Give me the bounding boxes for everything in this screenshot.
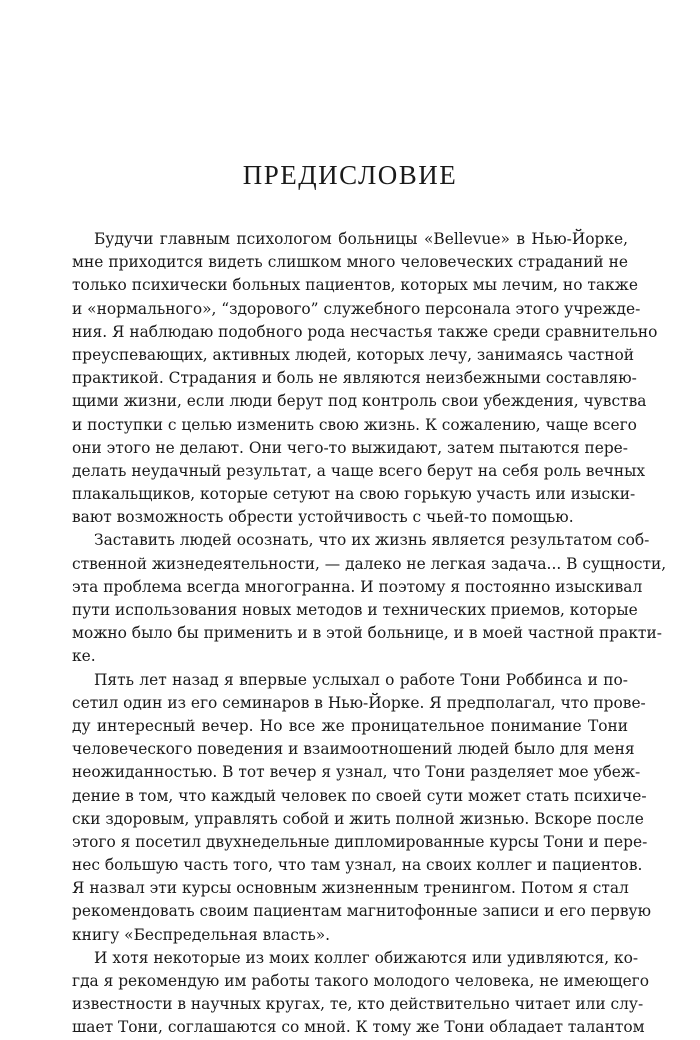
text-line: и «нормального», “здорового” служебного персонала этого учрежде-: [72, 299, 641, 318]
text-line: преуспевающих, активных людей, которых лечу, занимаясь частной: [72, 345, 634, 364]
text-line: ственной жизнедеятельности, — далеко не легкая задача... В сущности,: [72, 554, 667, 573]
text-line: практикой. Страдания и боль не являются неизбежными составляю-: [72, 369, 637, 388]
text-line: книгу «Беспредельная власть».: [72, 925, 331, 944]
text-line: Будучи главным психологом больницы «Bellevue» в Нью-Йорке,: [94, 230, 628, 248]
text-line: гда я рекомендую им работы такого молодого человека, не имеющего: [72, 972, 650, 990]
text-line: эта проблема всегда многогранна. И поэтому я постоянно изыскивал: [72, 577, 643, 596]
text-line: ду интересный вечер. Но все же проницательное понимание Тони: [72, 716, 628, 735]
text-line: этого я посетил двухнедельные дипломированные курсы Тони и пере-: [72, 832, 648, 851]
text-line: и поступки с целью изменить свою жизнь. К сожалению, чаще всего: [72, 415, 637, 434]
text-line: ски здоровым, управлять собой и жить полной жизнью. Вскоре после: [72, 809, 644, 828]
text-line: можно было бы применить и в этой больнице, и в моей частной практи-: [72, 624, 662, 643]
text-line: щими жизни, если люди берут под контроль свои убеждения, чувства: [72, 392, 647, 411]
text-line: И хотя некоторые из моих коллег обижаются или удивляются, ко-: [94, 948, 639, 967]
text-line: Заставить людей осознать, что их жизнь является результатом соб-: [94, 531, 650, 550]
text-line: неожиданностью. В тот вечер я узнал, что Тони разделяет мое убеж-: [72, 763, 641, 782]
text-line: сетил один из его семинаров в Нью-Йорке. Я предполагал, что прове-: [72, 693, 646, 712]
text-line: только психически больных пациентов, которых мы лечим, но также: [72, 276, 638, 295]
text-line: Я назвал эти курсы основным жизненным тренингом. Потом я стал: [72, 879, 629, 898]
text-line: пути использования новых методов и технических приемов, которые: [72, 601, 638, 619]
text-line: они этого не делают. Они чего-то выжидают, затем пытаются пере-: [72, 438, 628, 457]
text-line: Пять лет назад я впервые услыхал о работе Тони Роббинса и по-: [94, 670, 628, 689]
text-line: человеческого поведения и взаимоотношений людей было для меня: [72, 740, 635, 759]
text-line: рекомендовать своим пациентам магнитофонные записи и его первую: [72, 902, 651, 921]
text-line: шает Тони, соглашаются со мной. К тому же Тони обладает талантом: [72, 1018, 645, 1037]
text-line: ния. Я наблюдаю подобного рода несчастья также среди сравнительно: [72, 322, 658, 341]
chapter-title: ПРЕДИСЛОВИЕ: [242, 160, 458, 190]
text-line: делать неудачный результат, а чаще всего берут на себя роль вечных: [72, 461, 646, 480]
text-line: известности в научных кругах, те, кто действительно читает или слу-: [72, 995, 644, 1014]
text-line: мне приходится видеть слишком много человеческих страданий не: [72, 253, 628, 272]
text-line: дение в том, что каждый человек по своей сути может стать психиче-: [72, 786, 647, 805]
text-line: плакальщиков, которые сетуют на свою горькую участь или изыски-: [72, 485, 636, 504]
text-line: вают возможность обрести устойчивость с чьей-то помощью.: [72, 508, 574, 527]
text-line: ке.: [72, 647, 96, 666]
body-text: [72, 228, 667, 1040]
text-line: нес большую часть того, что там узнал, на своих коллег и пациентов.: [72, 856, 643, 875]
